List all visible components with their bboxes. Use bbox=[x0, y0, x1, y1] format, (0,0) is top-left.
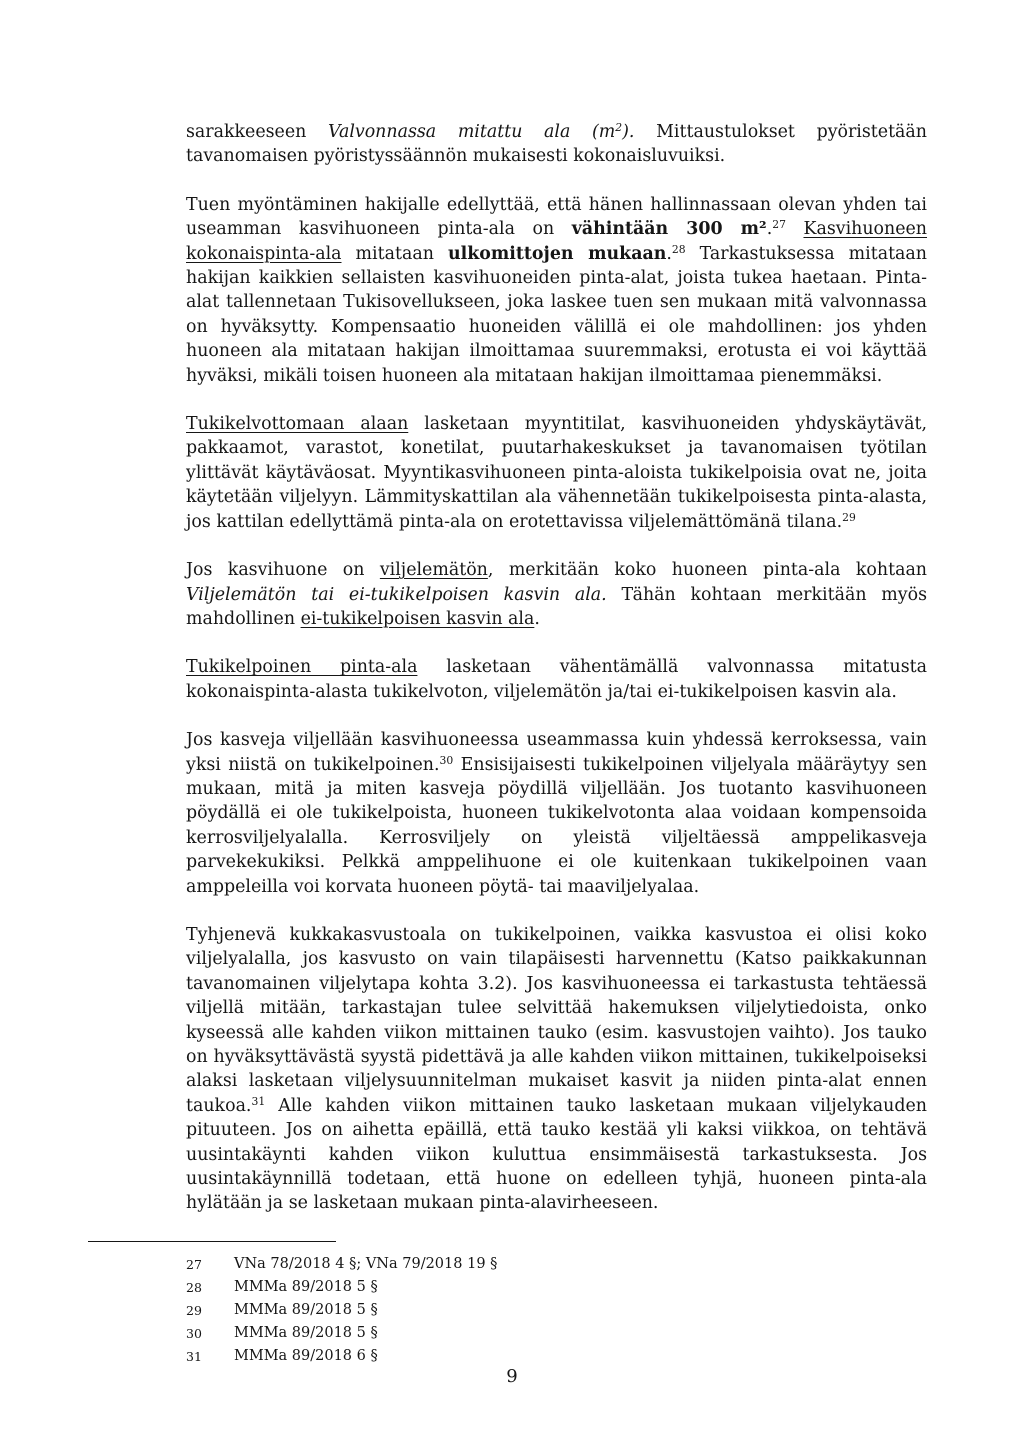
text-run: . bbox=[666, 243, 672, 264]
body-text bbox=[186, 120, 927, 1240]
text-run: . bbox=[766, 219, 773, 240]
paragraph-eligible-area bbox=[186, 655, 927, 704]
text-run: mitataan bbox=[341, 243, 448, 264]
underlined-term: ei-tukikelpoisen kasvin ala bbox=[300, 608, 535, 629]
footnote-ref-30: 30 bbox=[439, 753, 454, 767]
text-run: Jos kasvihuone on bbox=[186, 560, 380, 581]
underlined-term: Tukikelpoinen pinta-ala bbox=[186, 657, 418, 678]
text-run bbox=[786, 219, 804, 239]
page-number: 9 bbox=[506, 1366, 518, 1387]
text-run: sarakkeeseen bbox=[186, 122, 328, 142]
text-run: Tarkastuksessa mitataan hakijan kaikkien sellaisten kasvihuoneiden pinta-alat, joista tukea haetaan. Pinta-alat tallennetaan Tukisovellukseen, joka laskee tuen sen mukaan mitä valvonnassa on hyväksytty. Kompensaatio huoneiden välillä ei ole mahdollinen: jos yhden huoneen ala mitataan hakijan ilmoittamaa suuremmaksi, erotusta ei voi käyttää hyväksi, mikäli toisen huoneen ala mitataan hakijan ilmoittamaa pienemmäksi. bbox=[186, 243, 927, 386]
footnote-number: 29 bbox=[186, 1303, 202, 1318]
footnote-29 bbox=[186, 1299, 497, 1322]
footnote-text: MMMa 89/2018 5 § bbox=[234, 1302, 378, 1318]
underlined-term: viljelemätön bbox=[379, 560, 488, 581]
footnote-30 bbox=[186, 1322, 497, 1345]
paragraph-layered-cultivation bbox=[186, 728, 927, 899]
footnote-number: 27 bbox=[186, 1257, 202, 1272]
footnotes bbox=[186, 1253, 497, 1368]
footnote-text: VNa 78/2018 4 §; VNa 79/2018 19 § bbox=[234, 1256, 498, 1272]
paragraph-emptying-area bbox=[186, 923, 927, 1216]
text-run: Mittaustulokset pyöristetään tavanomaisen pyöristyssäännön mukaisesti kokonaisluvuiksi. bbox=[186, 122, 927, 167]
text-run: , merkitään koko huoneen pinta-ala kohtaan bbox=[487, 560, 928, 581]
text-run: Alle kahden viikon mittainen tauko lasketaan mukaan viljelykauden pituuteen. Jos on aihetta epäillä, että tauko kestää yli kaksi viikkoa, on tehtävä uusintakäynti kahden viikon kuluttua ensimmäisestä tarkastuksesta. Jos uusintakäynnillä todetaan, että huone on edelleen tyhjä, huoneen pinta-ala hylätään ja se lasketaan mukaan pinta-alavirheeseen. bbox=[186, 1095, 927, 1214]
underlined-term: Tukikelvottomaan alaan bbox=[186, 414, 409, 435]
text-run: Jos kasveja viljellään kasvihuoneessa useammassa kuin yhdessä kerroksessa, vain yksi niistä on tukikelpoinen. bbox=[186, 730, 927, 775]
text-run: Valvonnassa mitattu ala (m bbox=[328, 122, 616, 142]
underlined-term: Kasvihuoneen kokonaispinta-ala bbox=[186, 219, 928, 264]
column-name-italic bbox=[328, 122, 634, 142]
bold-text: vähintään 300 m² bbox=[571, 219, 767, 240]
footnote-ref-27: 27 bbox=[772, 218, 786, 232]
paragraph-minimum-area bbox=[186, 193, 927, 388]
footnote-text: MMMa 89/2018 5 § bbox=[234, 1279, 378, 1295]
bold-text: ulkomittojen mukaan bbox=[447, 243, 667, 264]
text-run: lasketaan myyntitilat, kasvihuoneiden yhdyskäytävät, pakkaamot, varastot, konetilat, puutarhakeskukset ja tavanomaisen työtilan ylittävät käytäväosat. Myyntikasvihuoneen pinta-aloista tukikelpoisia ovat ne, joita käytetään viljelyyn. Lämmityskattilan ala vähennetään tukikelpoisesta pinta-alasta, jos kattilan edellyttämä pinta-ala on erotettavissa viljelemättömänä tilana. bbox=[186, 414, 927, 532]
text-run: ). bbox=[622, 122, 635, 142]
footnote-number: 28 bbox=[186, 1280, 202, 1295]
footnote-text: MMMa 89/2018 6 § bbox=[234, 1348, 378, 1364]
text-run: Ensisijaisesti tukikelpoinen viljelyala määräytyy sen mukaan, mitä ja miten kasveja pöydillä viljellään. Jos tuotanto kasvihuoneen pöydällä ei ole tukikelpoista, huoneen tukikelvotonta alaa voidaan kompensoida kerrosviljelyalalla. Kerrosviljely on yleistä viljeltäessä amppelikasveja parvekekukiksi. Pelkkä amppelihuone ei ole kuitenkaan tukikelpoinen vaan amppeleilla voi korvata huoneen pöytä- tai maaviljelyalaa. bbox=[186, 754, 927, 897]
paragraph-uncultivated bbox=[186, 558, 927, 631]
footnote-ref-28: 28 bbox=[671, 242, 686, 256]
footnote-ref-31: 31 bbox=[251, 1094, 266, 1108]
text-run: Tuen myöntäminen hakijalle edellyttää, että hänen hallinnassaan olevan yhden tai useamman kasvihuoneen pinta-ala on bbox=[186, 194, 927, 240]
footnote-ref-29: 29 bbox=[842, 510, 856, 524]
footnote-number: 30 bbox=[186, 1326, 202, 1341]
footnote-number: 31 bbox=[186, 1349, 202, 1364]
text-run: lasketaan vähentämällä valvonnassa mitatusta kokonaispinta-alasta tukikelvoton, viljelemätön ja/tai ei-tukikelpoisen kasvin ala. bbox=[186, 657, 927, 702]
paragraph-ineligible-area bbox=[186, 412, 927, 534]
text-run: Tähän kohtaan merkitään myös mahdollinen bbox=[186, 584, 928, 629]
text-run: . bbox=[534, 608, 540, 629]
footnote-text: MMMa 89/2018 5 § bbox=[234, 1325, 378, 1341]
footnote-27 bbox=[186, 1253, 497, 1276]
text-run: Tyhjenevä kukkakasvustoala on tukikelpoinen, vaikka kasvustoa ei olisi koko viljelyalalla, jos kasvusto on vain tilapäisesti harvennettu (Katso paikkakunnan tavanomainen viljelytapa kohta 3.2). Jos kasvihuoneessa ei tarkastusta tehtäessä viljellä mitään, tarkastajan tulee selvittää hakemuksen viljelytiedoista, onko kyseessä alle kahden viikon mittainen tauko (esim. kasvustojen vaihto). Jos tauko on hyväksyttävästä syystä pidettävä ja alle kahden viikon mittainen, tukikelpoiseksi alaksi lasketaan viljelysuunnitelman mukaiset kasvit ja niiden pinta-alat ennen taukoa. bbox=[186, 924, 927, 1116]
superscript: 2 bbox=[615, 121, 623, 135]
footnote-separator bbox=[88, 1241, 336, 1242]
footnote-31 bbox=[186, 1345, 497, 1368]
paragraph-measurement-column bbox=[186, 120, 927, 169]
italic-text: Viljelemätön tai ei-tukikelpoisen kasvin ala. bbox=[186, 584, 607, 605]
footnote-28 bbox=[186, 1276, 497, 1299]
